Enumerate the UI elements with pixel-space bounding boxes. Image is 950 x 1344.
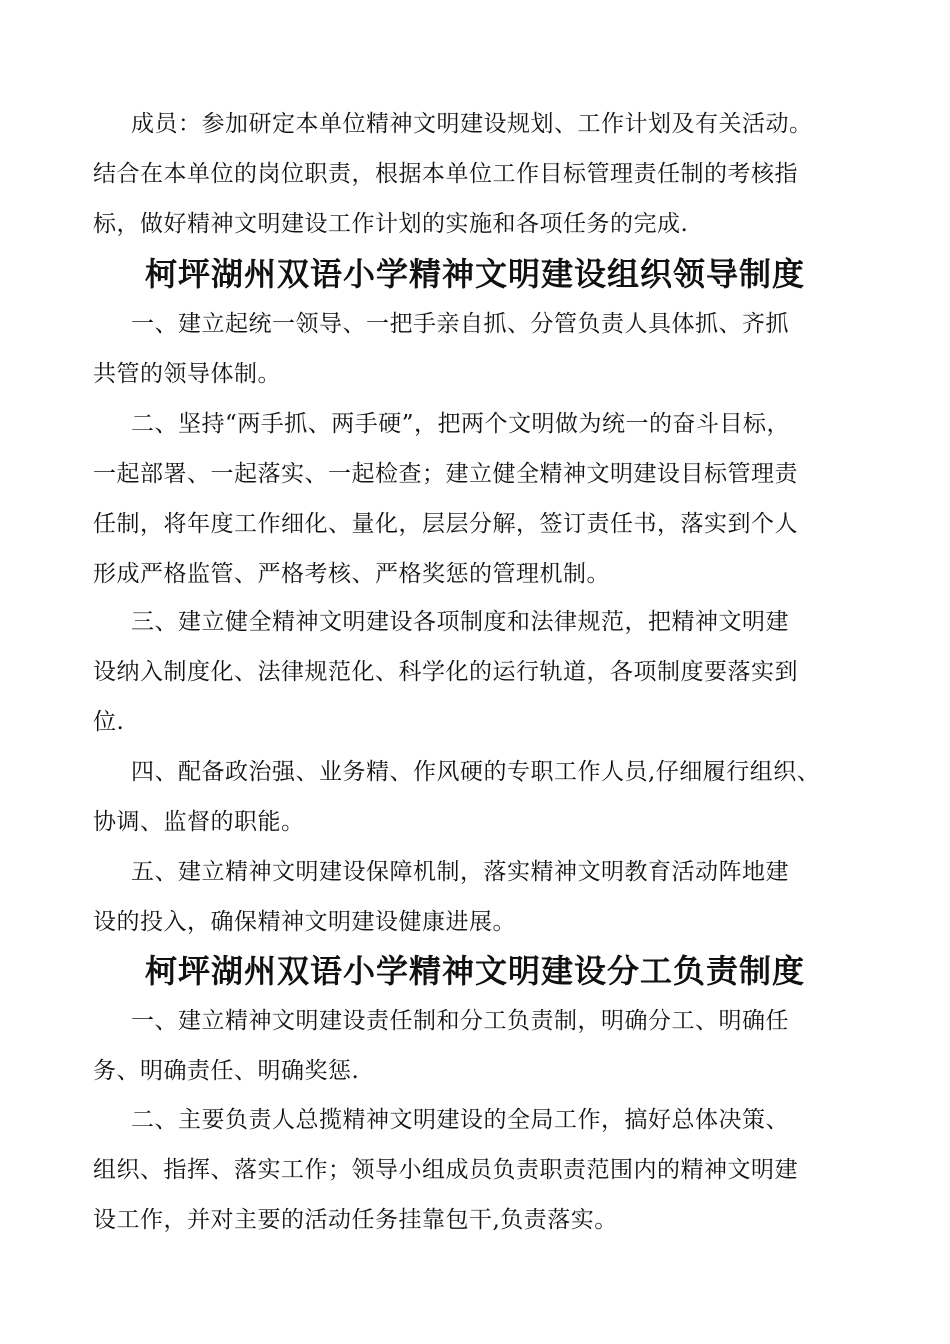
- text-line: 标，做好精神文明建设工作计划的实施和各项任务的完成.: [93, 211, 689, 237]
- text-line: 共管的领导体制。: [93, 361, 281, 387]
- text-line: 位.: [93, 709, 125, 735]
- text-line: 组织、指挥、落实工作；领导小组成员负责职责范围内的精神文明建: [93, 1157, 798, 1183]
- text-line: 二、坚持“两手抓、两手硬”，把两个文明做为统一的奋斗目标，: [131, 411, 791, 437]
- text-line: 任制，将年度工作细化、量化，层层分解，签订责任书，落实到个人: [93, 511, 798, 537]
- text-line: 形成严格监管、严格考核、严格奖惩的管理机制。: [93, 561, 610, 587]
- intro-paragraph: [93, 99, 873, 249]
- text-line: 结合在本单位的岗位职责，根据本单位工作目标管理责任制的考核指: [93, 161, 798, 187]
- section-title: 柯坪湖州双语小学精神文明建设分工负责制度: [144, 952, 805, 990]
- section2-paragraph-1: [93, 996, 873, 1096]
- text-line: 协调、监督的职能。: [93, 809, 305, 835]
- text-line: 五、建立精神文明建设保障机制，落实精神文明教育活动阵地建: [131, 859, 789, 885]
- text-line: 四、配备政治强、业务精、作风硬的专职工作人员,仔细履行组织、: [131, 759, 821, 785]
- section1-paragraph-2: [93, 399, 873, 599]
- text-line: 成员：参加研定本单位精神文明建设规划、工作计划及有关活动。: [131, 111, 813, 137]
- text-line: 设纳入制度化、法律规范化、科学化的运行轨道，各项制度要落实到: [93, 659, 798, 685]
- text-line: 一、建立起统一领导、一把手亲自抓、分管负责人具体抓、齐抓: [131, 311, 789, 337]
- text-line: 一起部署、一起落实、一起检查；建立健全精神文明建设目标管理责: [93, 461, 798, 487]
- text-line: 设的投入，确保精神文明建设健康进展。: [93, 909, 516, 935]
- section1-paragraph-4: [93, 747, 873, 847]
- text-line: 一、建立精神文明建设责任制和分工负责制，明确分工、明确任: [131, 1008, 789, 1034]
- section2-paragraph-2: [93, 1095, 873, 1245]
- text-line: 二、主要负责人总揽精神文明建设的全局工作，搞好总体决策、: [131, 1107, 789, 1133]
- text-line: 设工作，并对主要的活动任务挂靠包干,负责落实。: [93, 1207, 618, 1233]
- section-title: 柯坪湖州双语小学精神文明建设组织领导制度: [144, 255, 805, 293]
- text-line: 三、建立健全精神文明建设各项制度和法律规范，把精神文明建: [131, 609, 789, 635]
- section1-paragraph-1: [93, 299, 873, 399]
- text-line: 务、明确责任、明确奖惩.: [93, 1058, 360, 1084]
- section1-paragraph-5: [93, 847, 873, 947]
- section1-paragraph-3: [93, 597, 873, 747]
